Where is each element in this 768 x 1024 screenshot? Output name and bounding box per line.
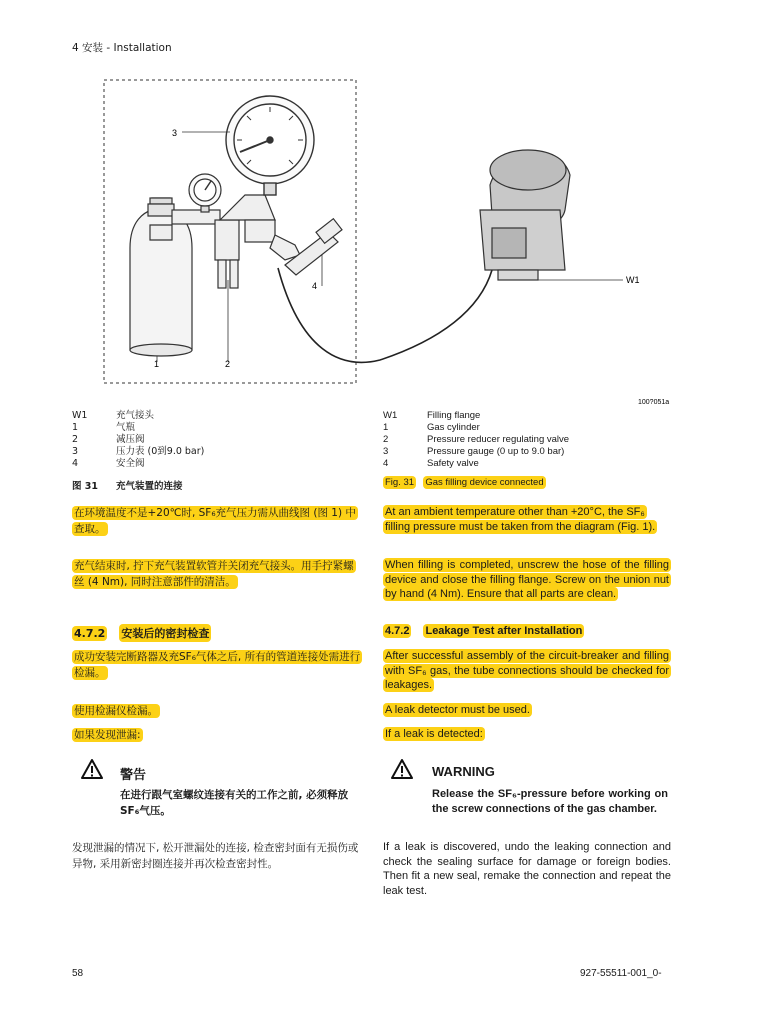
warning-title-en: WARNING (432, 764, 495, 779)
legend-zh (72, 410, 204, 470)
warning-title-zh: 警告 (120, 768, 147, 783)
para4-zh: 使用检漏仪检漏。 (74, 705, 158, 717)
legend-row: 1 Gas cylinder (383, 422, 480, 433)
para3-zh: 成功安装完断路器及充SF₆气体之后, 所有的管道连接处需进行检漏。 (74, 651, 361, 679)
document-number: 927-55511-001_0- (580, 968, 662, 979)
legend-row: W1 Filling flange (383, 410, 481, 421)
para6-zh: 发现泄漏的情况下, 松开泄漏处的连接, 检查密封面有无损伤或异物, 采用新密封圈连接并再次检查密封性。 (72, 842, 359, 870)
warning-body-en: Release the SF₆-pressure before working on the screw connections of the gas chamber. (432, 788, 668, 815)
legend-row: 2 减压阀 (72, 434, 145, 445)
section-heading-zh: 4.7.2 安装后的密封检查 (72, 624, 223, 642)
filling-flange (480, 150, 570, 280)
para5-zh: 如果发现泄漏: (74, 729, 141, 741)
section-heading-en: 4.7.2 Leakage Test after Installation (385, 625, 583, 637)
legend-row: 2 Pressure reducer regulating valve (383, 434, 570, 445)
para6-en: If a leak is discovered, undo the leaking connection and check the sealing surface for damage or foreign bodies. Then fit a new seal, remake the connection and repeat the leak test. (383, 841, 671, 897)
callout-4: 4 (312, 281, 318, 291)
para5-en: If a leak is detected: (385, 728, 483, 740)
para1-zh: 在环境温度不是+20℃时, SF₆充气压力需从曲线图 (图 1) 中查取。 (74, 507, 356, 535)
figure-caption-zh: 图 31 充气装置的连接 (72, 481, 183, 492)
para1-en: At an ambient temperature other than +20°C, the SF₆ filling pressure must be taken from the diagram (Fig. 1). (385, 506, 656, 533)
warning-body-zh: 在进行跟气室螺纹连接有关的工作之前, 必须释放SF₆气压。 (120, 789, 349, 817)
legend-row: 4 Safety valve (383, 458, 479, 469)
legend-row: 1 气瓶 (72, 422, 136, 433)
legend-row: W1 充气接头 (72, 410, 155, 421)
page-number: 58 (72, 968, 84, 979)
page-header: 4 安装 - Installation (72, 42, 172, 54)
legend-row: 3 Pressure gauge (0 up to 9.0 bar) (383, 446, 565, 457)
legend-en (383, 410, 569, 470)
para2-en: When filling is completed, unscrew the hose of the filling device and close the filling flange. Screw on the union nut by hand (4 Nm). Ensure that all parts are clean. (385, 559, 669, 600)
para4-en: A leak detector must be used. (385, 704, 530, 716)
para2-zh: 充气结束时, 拧下充气装置软管并关闭充气接头。用手拧紧螺丝 (4 Nm), 同时注意部件的清洁。 (74, 560, 354, 588)
warning-icon (80, 758, 104, 780)
gas-filling-figure (60, 70, 670, 405)
warning-icon (390, 758, 414, 780)
legend-row: 4 安全阀 (72, 458, 145, 469)
figure-caption-en: Fig. 31 Gas filling device connected (385, 477, 544, 488)
small-pressure-gauge (189, 174, 221, 212)
filling-hose (278, 268, 492, 362)
callout-3: 3 (172, 128, 178, 138)
figure-code: 100?051a (638, 399, 670, 405)
callout-1: 1 (154, 359, 160, 369)
callout-w1: W1 (626, 275, 640, 285)
para3-en: After successful assembly of the circuit-breaker and filling with SF₆ gas, the tube connections should be checked for leakages. (385, 650, 669, 691)
legend-row: 3 压力表 (0到9.0 bar) (72, 446, 205, 457)
pressure-gauge (226, 96, 314, 195)
callout-2: 2 (225, 359, 231, 369)
